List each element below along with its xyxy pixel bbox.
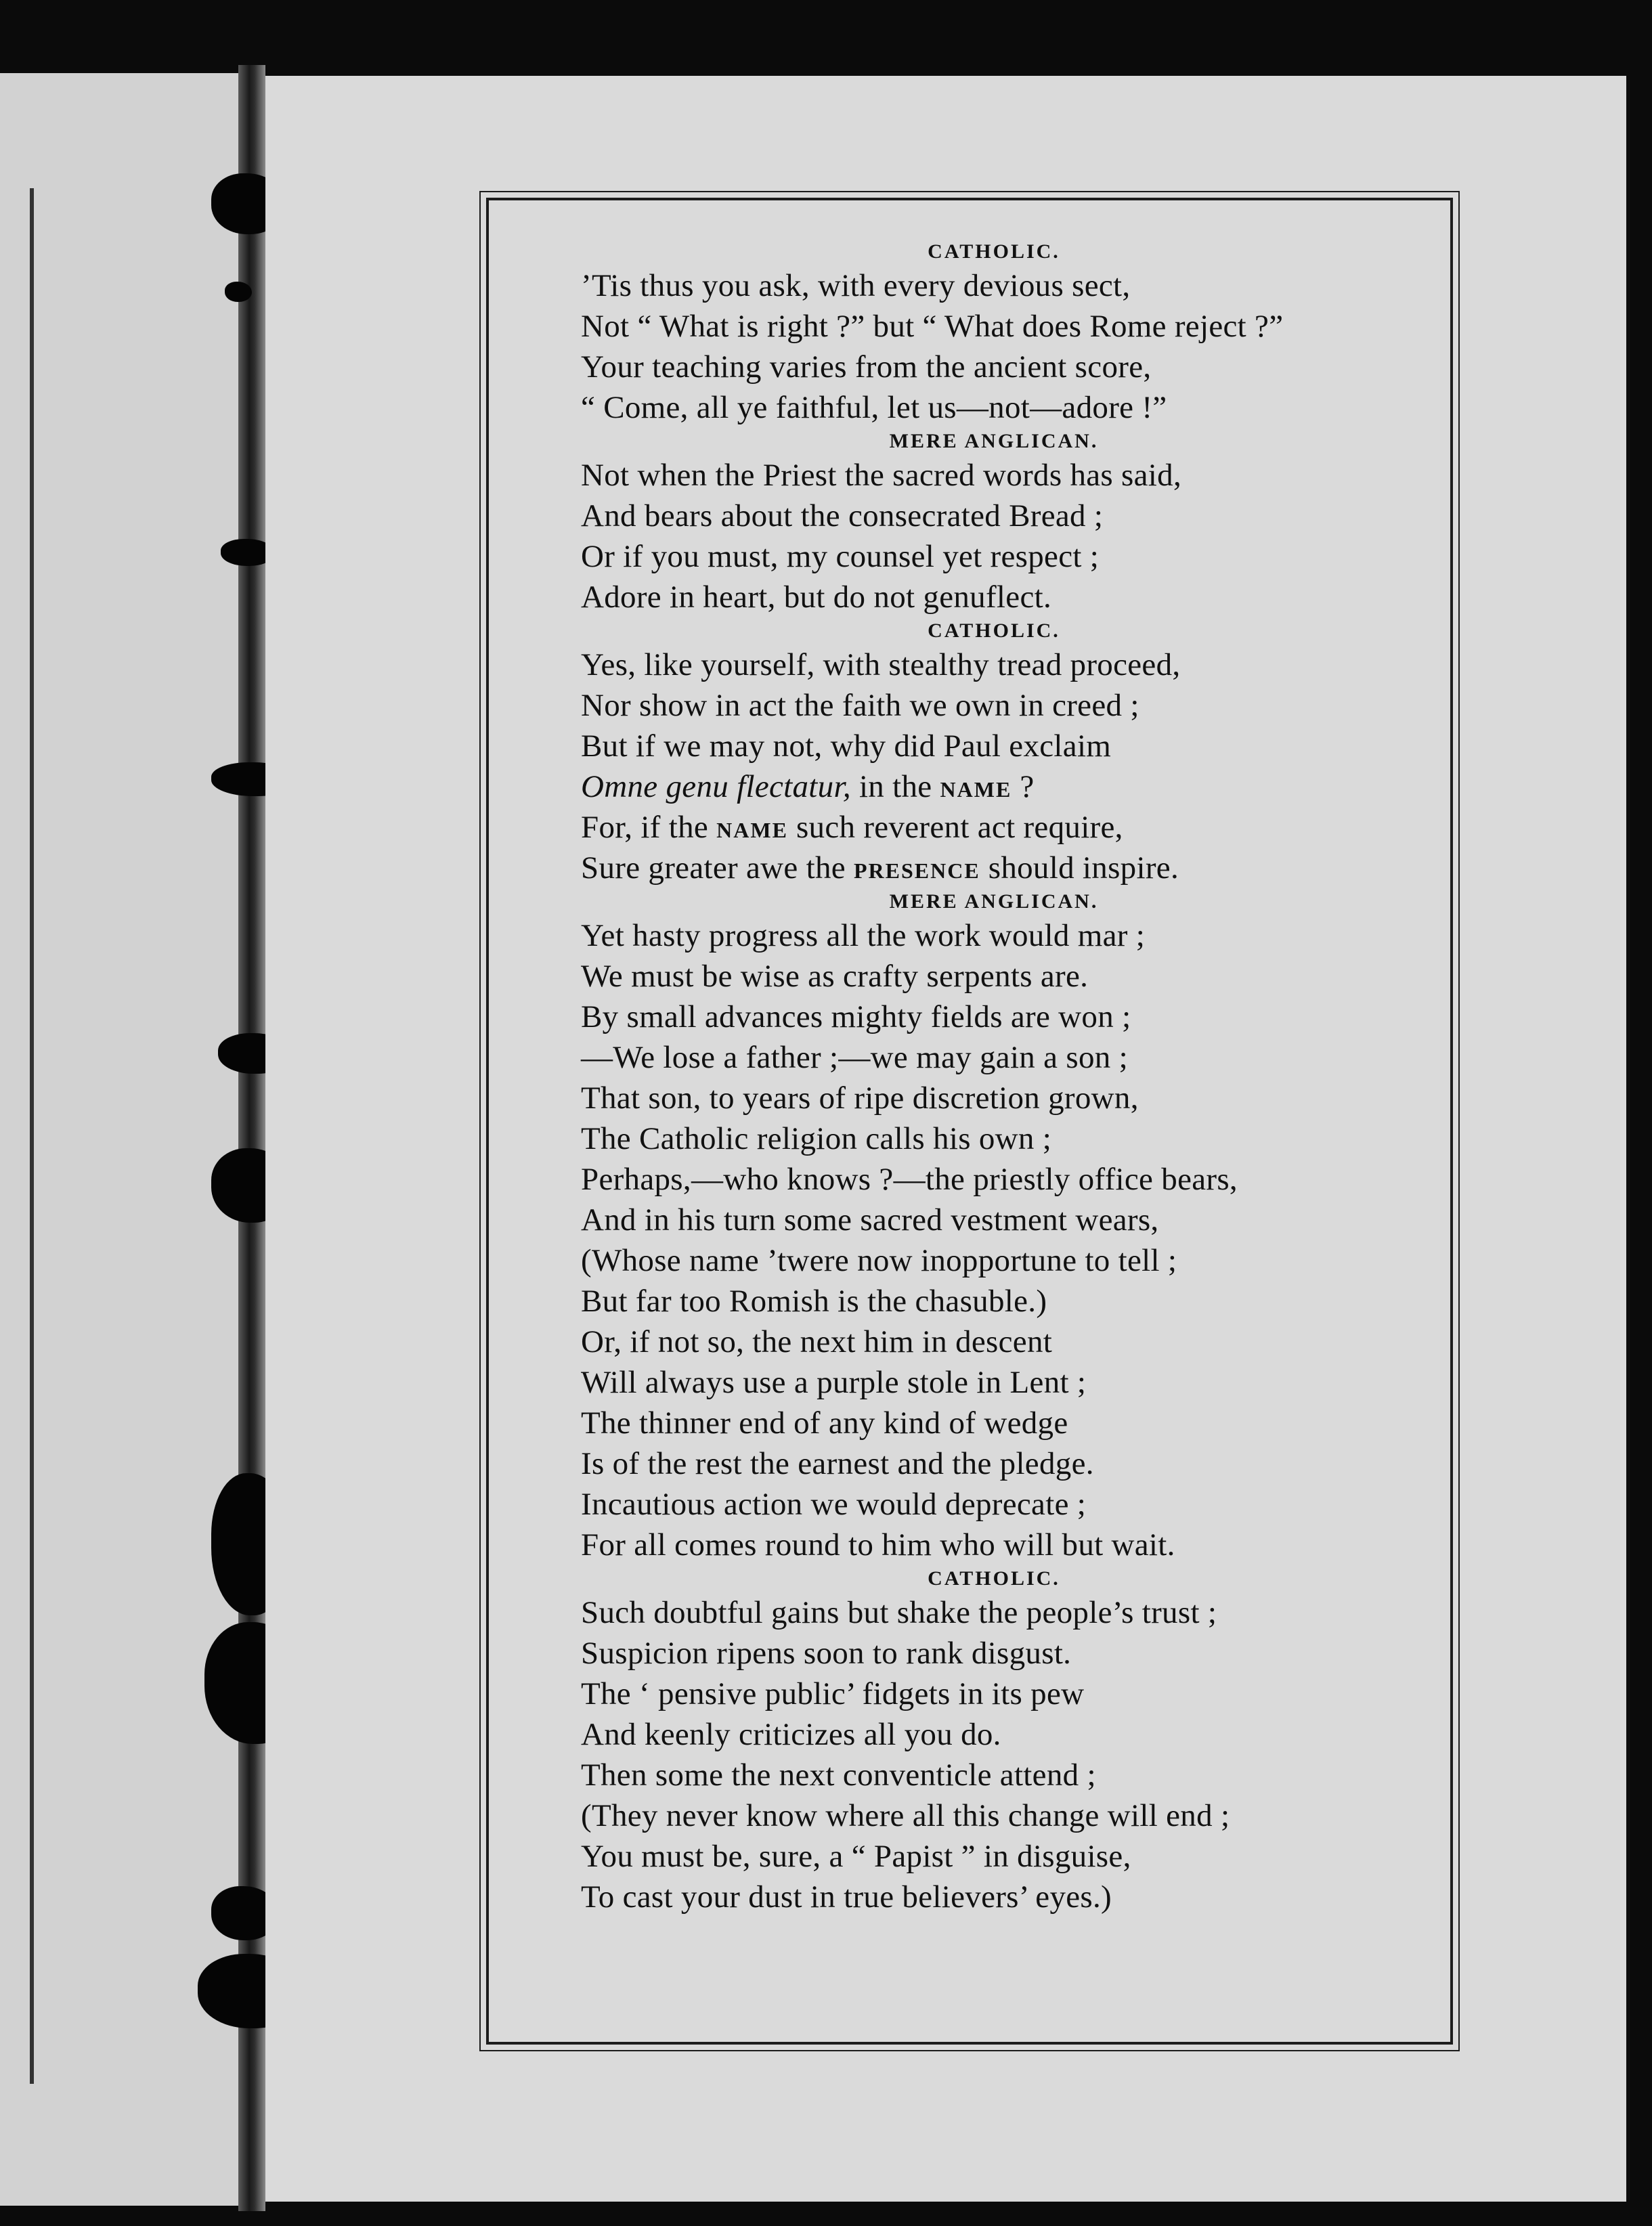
verse-line: Not when the Priest the sacred words has said, (581, 458, 1182, 493)
verse-line-latin (581, 766, 1420, 807)
verse-line: —We lose a father ;—we may gain a son ; (581, 1040, 1128, 1075)
verse-line: Nor show in act the faith we own in creed ; (581, 688, 1139, 723)
verse-line: By small advances mighty fields are won ; (581, 999, 1131, 1034)
verse-line: “ Come, all ye faithful, let us—not—adore !” (581, 390, 1167, 425)
verse-line: (Whose name ’twere now inopportune to tell ; (581, 1243, 1177, 1278)
verse-line: Or, if not so, the next him in descent (581, 1324, 1053, 1359)
verse-line: Will always use a purple stole in Lent ; (581, 1365, 1087, 1400)
verse-line: (They never know where all this change will end ; (581, 1798, 1230, 1833)
verse-line: For all comes round to him who will but wait. (581, 1527, 1175, 1563)
verse-line: ’Tis thus you ask, with every devious sect, (581, 268, 1131, 303)
speaker-heading: CATHOLIC. (928, 1567, 1060, 1590)
left-page-edge (0, 73, 242, 2206)
verse-line: And keenly criticizes all you do. (581, 1717, 1001, 1752)
verse-line: Yes, like yourself, with stealthy tread proceed, (581, 647, 1181, 682)
book-gutter (238, 65, 265, 2211)
verse-line: But far too Romish is the chasuble.) (581, 1284, 1047, 1319)
latin-rest: in the (850, 769, 940, 804)
small-caps-name: NAME (940, 777, 1012, 802)
speaker-heading: CATHOLIC. (928, 619, 1060, 642)
verse-line: Such doubtful gains but shake the people’s trust ; (581, 1595, 1217, 1630)
verse-line: Incautious action we would deprecate ; (581, 1487, 1087, 1522)
verse-line: Perhaps,—who knows ?—the priestly office bears, (581, 1162, 1238, 1197)
verse-line: To cast your dust in true believers’ eyes.) (581, 1879, 1112, 1915)
verse-line: And bears about the consecrated Bread ; (581, 498, 1104, 533)
verse-line: Not “ What is right ?” but “ What does Rome reject ?” (581, 309, 1284, 344)
verse-line: The thinner end of any kind of wedge (581, 1405, 1068, 1441)
small-caps-name: NAME (716, 818, 788, 842)
verse-line: But if we may not, why did Paul exclaim (581, 728, 1112, 764)
speaker-heading: MERE ANGLICAN. (889, 890, 1099, 913)
verse-line: And in his turn some sacred vestment wears, (581, 1202, 1159, 1238)
latin-quote: Omne genu flectatur, (581, 769, 851, 804)
speaker-heading: CATHOLIC. (928, 240, 1060, 263)
line-part: For, if the (581, 810, 717, 845)
verse-line: The Catholic religion calls his own ; (581, 1121, 1052, 1156)
latin-end: ? (1012, 769, 1035, 804)
verse-line: You must be, sure, a “ Papist ” in disguise, (581, 1839, 1131, 1874)
verse-line: Your teaching varies from the ancient score, (581, 349, 1152, 385)
verse-line (581, 848, 1420, 888)
verse-line: Or if you must, my counsel yet respect ; (581, 539, 1100, 574)
line-part: Sure greater awe the (581, 850, 854, 886)
speaker-heading: MERE ANGLICAN. (889, 430, 1099, 452)
poem-text (581, 238, 1420, 1917)
verse-line: That son, to years of ripe discretion grown, (581, 1081, 1139, 1116)
verse-line: Adore in heart, but do not genuflect. (581, 580, 1052, 615)
ink-blot (225, 282, 252, 302)
left-page-frame (0, 188, 34, 2084)
verse-line: Yet hasty progress all the work would mar ; (581, 918, 1146, 953)
verse-line: Then some the next conventicle attend ; (581, 1758, 1096, 1793)
line-part: such reverent act require, (787, 810, 1123, 845)
verse-line (581, 807, 1420, 848)
line-part: should inspire. (980, 850, 1179, 886)
verse-line: Suspicion ripens soon to rank disgust. (581, 1636, 1072, 1671)
small-caps-presence: PRESENCE (853, 858, 980, 883)
verse-line: We must be wise as crafty serpents are. (581, 959, 1089, 994)
verse-line: The ‘ pensive public’ fidgets in its pew (581, 1676, 1085, 1711)
verse-line: Is of the rest the earnest and the pledge. (581, 1446, 1094, 1481)
